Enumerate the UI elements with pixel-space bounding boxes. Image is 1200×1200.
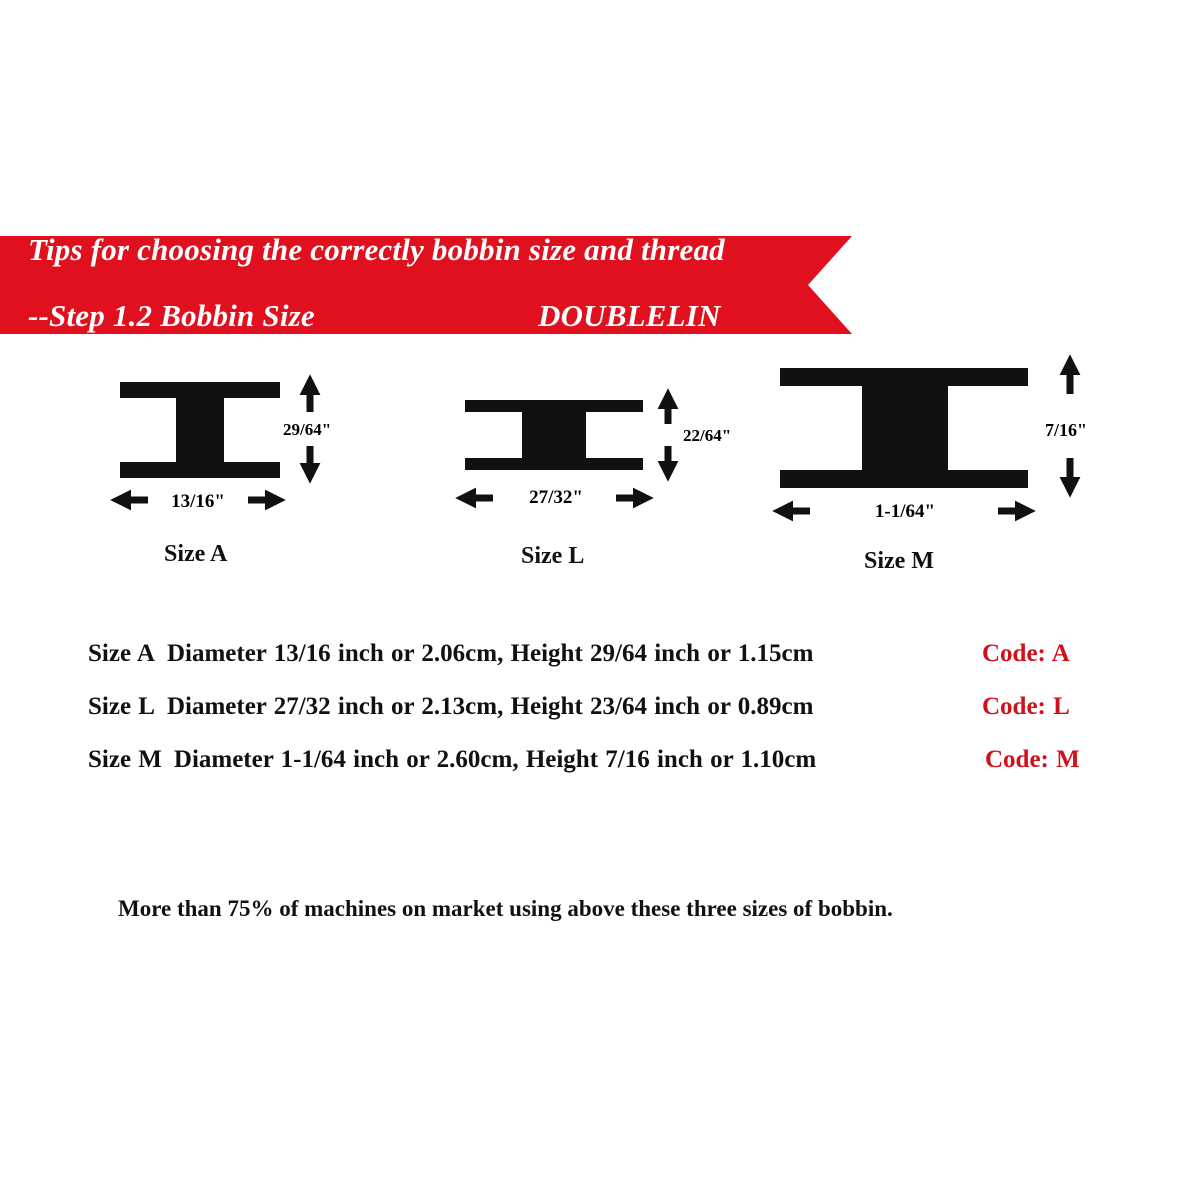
bobbin-l-height-label: 22/64" (683, 426, 732, 445)
spec-size: Size L (88, 693, 155, 720)
bobbin-m-icon (780, 368, 1028, 488)
spec-size: Size M (88, 746, 162, 773)
spec-row-m (88, 746, 816, 774)
spec-size: Size A (88, 640, 155, 667)
market-note: More than 75% of machines on market using above these three sizes of bobbin. (118, 896, 893, 921)
spec-row-l (88, 693, 813, 721)
bobbin-a-diameter-label: 13/16" (171, 491, 225, 512)
spec-desc: Diameter 13/16 inch or 2.06cm, Height 29/64 inch or 1.15cm (166, 640, 814, 667)
size-l-label: Size L (521, 543, 585, 569)
banner-subtitle: --Step 1.2 Bobbin Size (28, 298, 315, 333)
spec-row-a (88, 640, 813, 668)
bobbin-m-height-label: 7/16" (1045, 420, 1087, 440)
size-m-label: Size M (864, 548, 934, 574)
bobbin-m-diameter-label: 1-1/64" (874, 501, 936, 522)
banner-title: Tips for choosing the correctly bobbin size and thread (28, 232, 725, 267)
spec-code-m: Code: M (985, 746, 1080, 773)
bobbin-l-diameter-label: 27/32" (529, 487, 583, 508)
bobbin-a-icon (120, 382, 280, 478)
banner-brand: DOUBLELIN (538, 298, 721, 333)
spec-code-a: Code: A (982, 640, 1070, 667)
spec-code-l: Code: L (982, 693, 1070, 720)
size-a-label: Size A (164, 541, 228, 567)
spec-desc: Diameter 27/32 inch or 2.13cm, Height 23/64 inch or 0.89cm (166, 693, 814, 720)
bobbin-l-icon (465, 400, 643, 470)
bobbin-a-height-label: 29/64" (283, 420, 332, 439)
spec-desc: Diameter 1-1/64 inch or 2.60cm, Height 7/16 inch or 1.10cm (173, 746, 817, 773)
